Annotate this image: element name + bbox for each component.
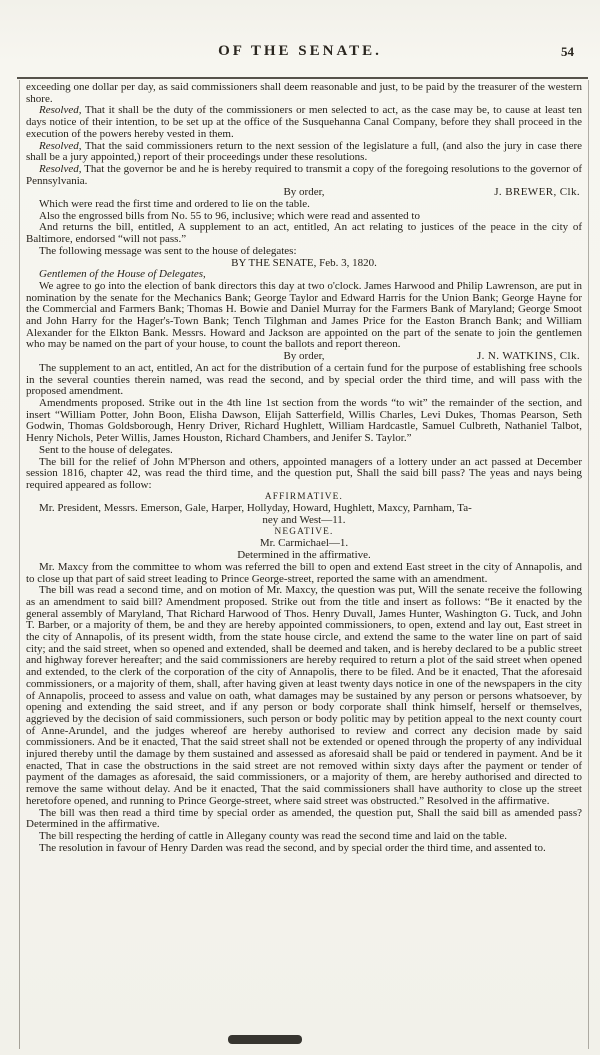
paragraph: The bill for the relief of John M'Pherson and others, appointed managers of a lottery under an act passed at December session 1816, chapter 42, was read the third time, and the question put, Shall the said bill pass? The yeas and nays being required appeared as follow: — [26, 455, 582, 491]
paragraph: Amendments proposed. Strike out in the 4th line 1st section from the words “to wit” the remainder of the section, and insert “William Potter, John Boon, Elisha Dawson, Elijah Satterfield, Willis Charles, Levi Dukes, Thomas Pearson, Seth Godwin, Thomas Goldsborough, Henry Driver, Richard Hughlett, William Hardcastle, Samuel Culbreth, Nathaniel Talbot, Henry Nichols, Peter Willis, James Houston, Richard Chambers, and Jenifer S. Taylor.” — [26, 396, 582, 445]
right-edge-line — [588, 80, 589, 1049]
paragraph: Mr. Maxcy from the committee to whom was referred the bill to open and extend East street in the city of Annapolis, and to close up that part of said street leading to Prince George-street, reported the same with an amendment. — [26, 560, 582, 585]
clerk-signature: J. BREWER, Clk. — [494, 186, 580, 199]
paragraph: We agree to go into the election of bank directors this day at two o'clock. James Harwood and Philip Lawrenson, are put in nomination by the senate for the Mechanics Bank; George Taylor and Edward Harris for the Union Bank; George Hayne for the Commercial and Farmers Bank; Thomas H. Bowie and Daniel Murray for the Farmers Bank of Maryland; George Smoot and John Harry for the Hager's-Town Bank; Tench Tilghman and James Price for the Easton Branch Bank; and William Alexander for the Elkton Bank. Messrs. Howard and Jackson are appointed on the part of the senate to join the gentlemen who may be named on the part of your house, to count the ballots and report thereon. — [26, 279, 582, 351]
paragraph: exceeding one dollar per day, as said commissioners shall deem reasonable and just, to be paid by the treasurer of the western shore. — [26, 81, 582, 105]
paragraph: Resolved, That it shall be the duty of the commissioners or men selected to act, as the case may be, to cause at least ten days notice of their intention, to be set up at the office of the Susquehanna Canal Company, before they shall proceed in the execution of the powers hereby vested in them. — [26, 104, 582, 140]
paragraph — [26, 187, 582, 199]
paragraph: The supplement to an act, entitled, An act for the distribution of a certain fund for the purpose of establishing free schools in the several counties therein named, was read the second, and by special order the third time, and will pass with the proposed amendment. — [26, 361, 582, 398]
left-edge-line — [19, 80, 20, 1049]
paragraph: The bill respecting the herding of cattle in Allegany county was read the second time and laid on the table. — [39, 830, 507, 842]
paragraph: AFFIRMATIVE. — [264, 491, 344, 502]
ink-smudge — [228, 1035, 302, 1044]
paragraph: The bill was then read a third time by special order as amended, the question put, Shall the said bill as amended pass? Determined in the affirmative. — [26, 806, 582, 831]
page-title: OF THE SENATE. — [218, 43, 382, 59]
paragraph: Gentlemen of the House of Delegates, — [39, 268, 206, 281]
paragraph: ney and West—11. — [262, 514, 346, 527]
paragraph: Also the engrossed bills from No. 55 to 96, inclusive; which were read and assented to — [39, 209, 420, 222]
page-header — [0, 42, 600, 60]
paragraph: Mr. President, Messrs. Emerson, Gale, Harper, Hollyday, Howard, Hughlett, Maxcy, Parnham, Ta- — [39, 502, 472, 515]
paragraph: BY THE SENATE, Feb. 3, 1820. — [231, 256, 377, 269]
paragraph — [26, 351, 582, 363]
paragraph: The following message was sent to the house of delegates: — [39, 244, 297, 257]
paragraph: Resolved, That the said commissioners return to the next session of the legislature a full, (and also the jury in case there shall be a jury appointed,) report of their proceedings under these resolutions. — [26, 139, 582, 164]
paragraph: Determined in the affirmative. — [237, 549, 371, 562]
paragraph: Mr. Carmichael—1. — [259, 537, 349, 550]
header-rule — [17, 77, 588, 79]
page-body — [26, 82, 582, 854]
paragraph: The resolution in favour of Henry Darden was read the second, and by special order the third time, and assented to. — [39, 841, 546, 854]
resolved-lead: Resolved, — [39, 162, 82, 175]
paragraph: And returns the bill, entitled, A supplement to an act, entitled, An act relating to justices of the peace in the city of Baltimore, endorsed “will not pass.” — [26, 221, 582, 246]
paragraph: Which were read the first time and ordered to lie on the table. — [39, 198, 310, 211]
paragraph: Sent to the house of delegates. — [39, 443, 173, 456]
by-order-label: By order, — [283, 350, 325, 363]
paragraph: NEGATIVE. — [274, 526, 334, 537]
resolved-lead: Resolved, — [39, 139, 82, 152]
paragraph: The bill was read a second time, and on motion of Mr. Maxcy, the question was put, Will the senate receive the following as an amendment to said bill? Amendment proposed. Strike out from the title and insert as follows: “Be it enacted by the general assembly of Maryland, That Richard Harwood of Thos. Henry Duvall, James Hunter, Washington G. Tuck, and John T. Barber, or a majority of them, be and they are hereby appointed commissioners, to open, extend and lay out, East street in the city of Annapolis, of its present width, from the state house circle, and extend the same to the water line on part of said city; and the said street, when so opened and extended, shall be deemed and taken, and is hereby declared to be a public street and highway forever hereafter; and the said commissioners are hereby required to return a plot of the said street when opened and extended, to the clerk of the corporation of the city of Annapolis, there to be filed. And be it enacted, That the aforesaid commissioners, or a majority of them, shall, after having given at least twenty days notice in one of the newspapers in the city of Annapolis, proceed to assess and value on oath, what damages may be sustained by any person or persons whatsoever, by opening and extending the said street, and if any person or body corporate shall think himself, herself or themselves, aggrieved by the decision of said commissioners, such person or body politic may by petition appeal to the next county court of Anne-Arundel, and the judges whereof are hereby authorised to review and correct any decision made by said commissioners. And be it enacted, That the said street shall not be extended or opened through the property of any individual injured thereby until the damage by them sustained and assessed as aforesaid shall be paid or tendered in payment. And be it enacted, That in case the obstructions in the said street are not removed within sixty days after the payment or tender of payment of the damages as aforesaid, the said commissioners, or a majority of them, are hereby authorised and directed to remove the same without delay. And be it enacted, That the said commissioners shall have authority to close up the street heretofore opened, and running to Prince George-street, where said street was obstructed.” Resolved in the affirmative. — [26, 584, 582, 807]
resolved-lead: Resolved, — [39, 104, 82, 117]
by-order-label: By order, — [283, 186, 325, 199]
clerk-signature: J. N. WATKINS, Clk. — [476, 350, 580, 363]
page-number: 54 — [561, 44, 574, 59]
paragraph: Resolved, That the governor be and he is hereby required to transmit a copy of the foregoing resolutions to the governor of Pennsylvania. — [26, 162, 582, 187]
